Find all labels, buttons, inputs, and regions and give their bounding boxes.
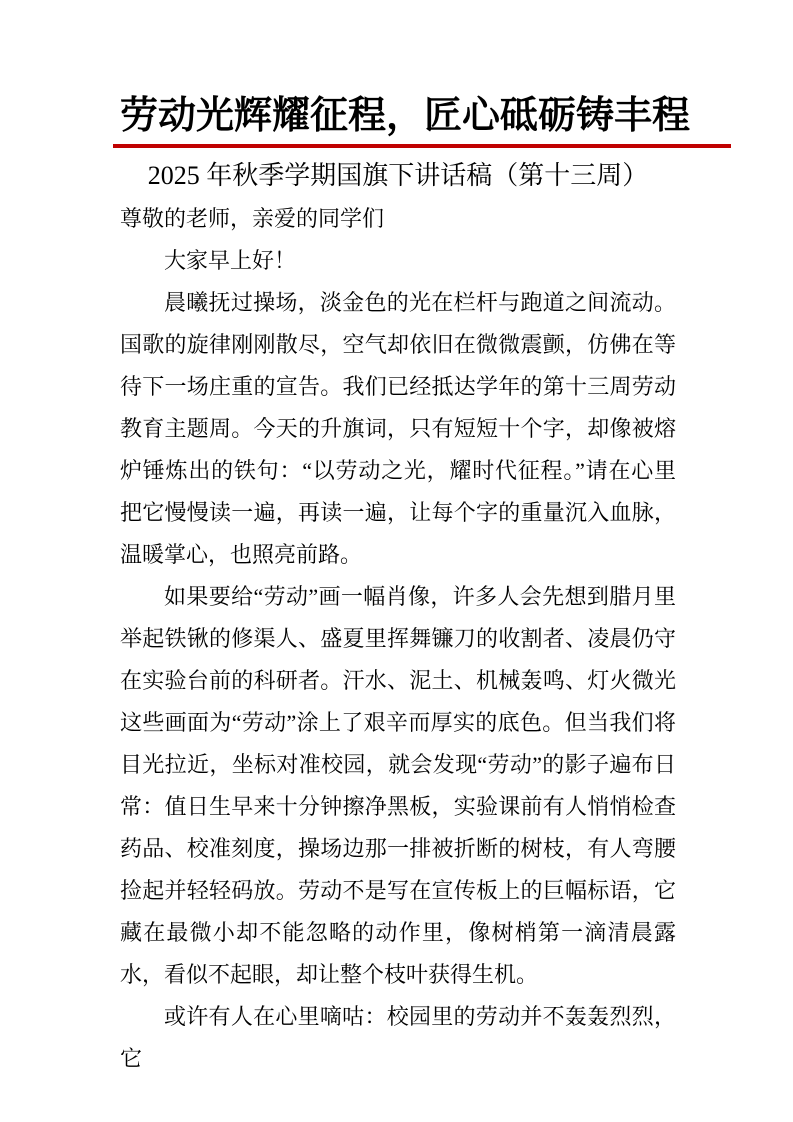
- paragraph-body-3: 或许有人在心里嘀咕：校园里的劳动并不轰轰烈烈，它: [120, 1004, 676, 1071]
- document-title: 劳动光辉耀征程，匠心砥砺铸丰程: [120, 95, 691, 137]
- title-underline-rule: [113, 144, 731, 148]
- paragraph-body-2: 如果要给“劳动”画一幅肖像，许多人会先想到腊月里举起铁锹的修渠人、盛夏里挥舞镰刀的收割者、凌晨仍守在实验台前的科研者。汗水、泥土、机械轰鸣、灯火微光这些画面为“劳动”涂上了艰辛而厚实的底色。但当我们将目光拉近，坐标对准校园，就会发现“劳动”的影子遍布日常：值日生早来十分钟擦净黑板，实验课前有人悄悄检查药品、校准刻度，操场边那一排被折断的树枝，有人弯腰捡起并轻轻码放。劳动不是写在宣传板上的巨幅标语，它藏在最微小却不能忽略的动作里，像树梢第一滴清晨露水，看似不起眼，却让整个枝叶获得生机。: [120, 584, 676, 987]
- document-body: [120, 198, 676, 1080]
- document-subtitle: 2025 年秋季学期国旗下讲话稿（第十三周）: [147, 161, 649, 190]
- document-content: [120, 0, 691, 1080]
- paragraph-body-1: 晨曦抚过操场，淡金色的光在栏杆与跑道之间流动。国歌的旋律刚刚散尽，空气却依旧在微微震颤，仿佛在等待下一场庄重的宣告。我们已经抵达学年的第十三周劳动教育主题周。今天的升旗词，只有短短十个字，却像被熔炉锤炼出的铁句：“以劳动之光，耀时代征程。”请在心里把它慢慢读一遍，再读一遍，让每个字的重量沉入血脉，温暖掌心，也照亮前路。: [120, 290, 676, 567]
- paragraph-salutation: 尊敬的老师，亲爱的同学们: [120, 206, 385, 231]
- paragraph-greeting: 大家早上好！: [164, 248, 297, 273]
